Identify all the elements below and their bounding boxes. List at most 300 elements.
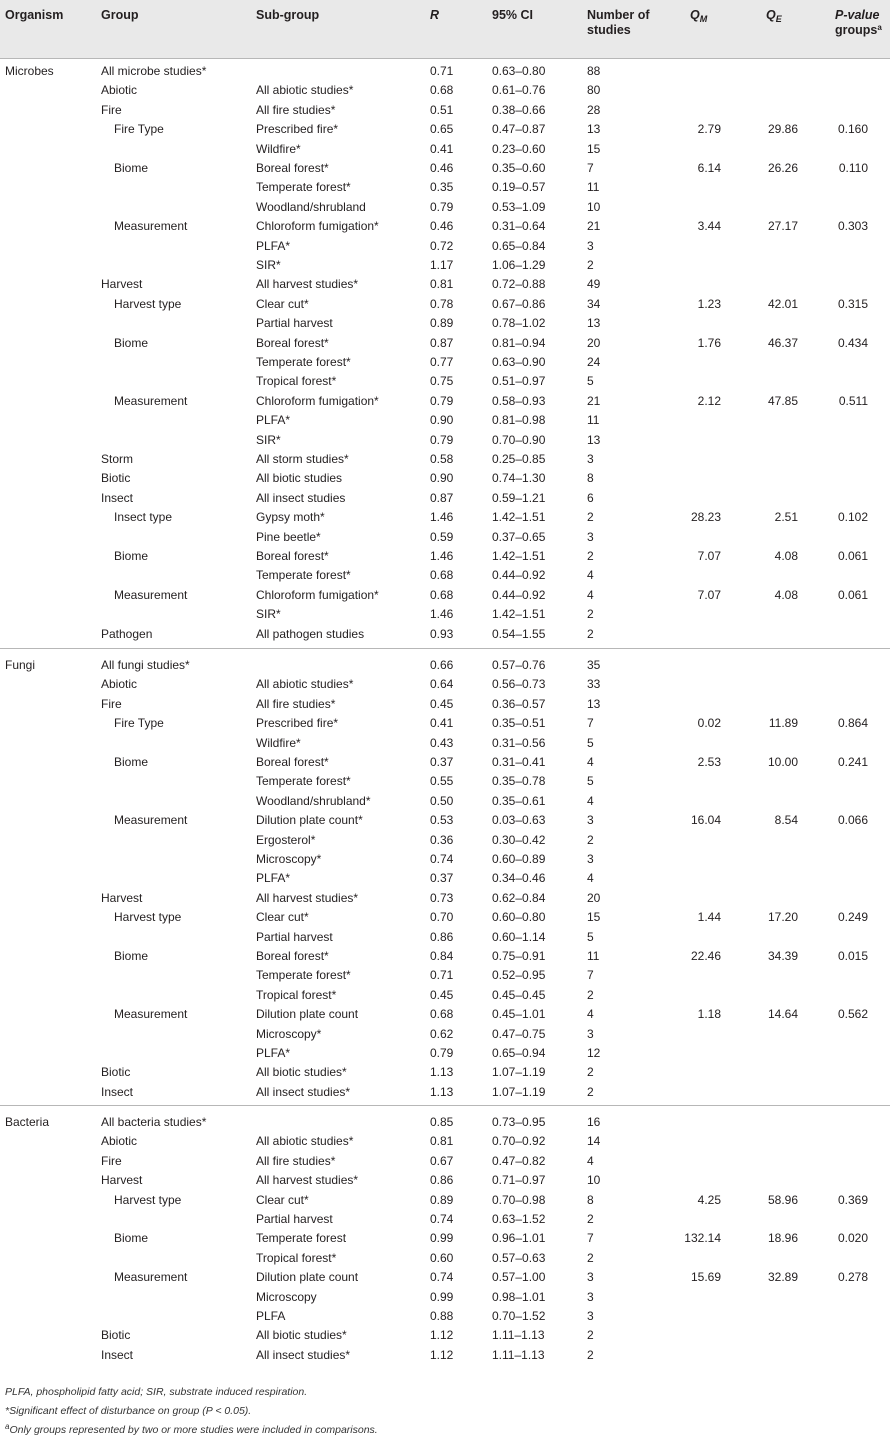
cell-r: 0.99 xyxy=(430,1231,454,1246)
cell-n: 5 xyxy=(587,774,594,789)
cell-organism: Bacteria xyxy=(5,1115,50,1129)
cell-qe: 4.08 xyxy=(774,549,798,563)
cell-r: 0.90 xyxy=(430,413,454,428)
cell-subgroup: All biotic studies* xyxy=(256,1065,347,1080)
cell-qe: 42.01 xyxy=(767,296,798,311)
cell-p: 0.110 xyxy=(838,161,868,175)
cell-group: Insect type xyxy=(114,510,173,525)
table-row xyxy=(0,469,890,488)
header-qm-sub: M xyxy=(699,14,708,24)
header-number-of-studies xyxy=(587,8,650,38)
cell-group: Biome xyxy=(114,549,149,563)
cell-n: 11 xyxy=(587,413,600,428)
table-row xyxy=(0,1083,890,1102)
cell-subgroup: All pathogen studies xyxy=(256,626,365,641)
cell-ci: 0.52–0.95 xyxy=(492,968,546,983)
table-row xyxy=(0,217,890,236)
cell-group: Abiotic xyxy=(101,83,138,98)
cell-ci: 0.54–1.55 xyxy=(492,626,546,641)
cell-group: Harvest xyxy=(101,890,143,905)
cell-r: 0.77 xyxy=(430,355,454,369)
cell-n: 88 xyxy=(587,64,601,78)
cell-r: 0.58 xyxy=(430,452,454,466)
cell-subgroup: Boreal forest* xyxy=(256,549,329,563)
table-row xyxy=(0,334,890,353)
header-organism: Organism xyxy=(5,8,64,22)
cell-ci: 0.31–0.64 xyxy=(492,219,546,234)
cell-n: 20 xyxy=(587,335,601,350)
cell-ci: 0.59–1.21 xyxy=(492,490,546,505)
cell-r: 1.46 xyxy=(430,607,454,622)
cell-subgroup: All insect studies* xyxy=(256,1347,351,1362)
cell-qe: 29.86 xyxy=(767,122,798,137)
cell-ci: 0.38–0.66 xyxy=(492,102,546,117)
cell-p: 0.020 xyxy=(837,1231,868,1246)
cell-p: 0.249 xyxy=(837,910,868,925)
table-row xyxy=(0,1229,890,1248)
cell-n: 13 xyxy=(587,316,601,331)
cell-r: 0.71 xyxy=(430,968,454,983)
cell-qe: 4.08 xyxy=(774,587,798,602)
cell-r: 0.79 xyxy=(430,1046,454,1060)
cell-subgroup: Tropical forest* xyxy=(256,987,337,1002)
cell-n: 10 xyxy=(587,1173,601,1188)
cell-ci: 0.67–0.86 xyxy=(492,296,546,311)
cell-qe: 14.64 xyxy=(767,1007,798,1022)
table-row xyxy=(0,101,890,120)
cell-ci: 0.35–0.60 xyxy=(492,161,546,175)
cell-ci: 0.35–0.78 xyxy=(492,774,546,789)
table-row xyxy=(0,314,890,333)
cell-ci: 0.81–0.98 xyxy=(492,413,546,428)
cell-ci: 0.51–0.97 xyxy=(492,374,546,389)
cell-ci: 0.63–1.52 xyxy=(492,1212,546,1226)
cell-n: 34 xyxy=(587,296,601,311)
cell-r: 0.68 xyxy=(430,568,454,583)
table-row xyxy=(0,1307,890,1326)
cell-n: 8 xyxy=(587,1192,594,1207)
cell-n: 28 xyxy=(587,102,601,117)
cell-n: 3 xyxy=(587,1289,594,1304)
cell-ci: 1.07–1.19 xyxy=(492,1084,546,1099)
cell-n: 4 xyxy=(587,793,594,808)
cell-p: 0.562 xyxy=(837,1007,868,1022)
cell-subgroup: All insect studies* xyxy=(256,1084,351,1099)
cell-group: Insect xyxy=(101,1347,134,1362)
cell-subgroup: Dilution plate count* xyxy=(256,813,363,828)
cell-p: 0.369 xyxy=(837,1192,868,1207)
cell-n: 7 xyxy=(587,716,594,731)
cell-ci: 0.23–0.60 xyxy=(492,141,546,156)
header-qe xyxy=(766,8,782,24)
cell-qe: 47.85 xyxy=(767,393,798,408)
table-row xyxy=(0,275,890,294)
cell-subgroup: All abiotic studies* xyxy=(256,677,354,692)
table-row xyxy=(0,1132,890,1151)
table-header xyxy=(0,0,890,58)
cell-n: 33 xyxy=(587,677,601,692)
header-p-line2: groups xyxy=(835,23,878,37)
footnote-comparisons-text: Only groups represented by two or more studies were included in comparisons. xyxy=(9,1424,378,1436)
cell-subgroup: Dilution plate count xyxy=(256,1007,359,1022)
cell-n: 13 xyxy=(587,696,601,711)
cell-subgroup: All biotic studies xyxy=(256,471,343,486)
cell-r: 1.12 xyxy=(430,1347,454,1362)
cell-subgroup: Dilution plate count xyxy=(256,1270,359,1285)
cell-r: 0.88 xyxy=(430,1309,454,1323)
cell-group: Abiotic xyxy=(101,677,138,692)
cell-r: 0.46 xyxy=(430,219,454,234)
cell-n: 3 xyxy=(587,529,594,544)
cell-subgroup: Ergosterol* xyxy=(256,832,316,847)
cell-subgroup: Temperate forest* xyxy=(256,774,351,789)
cell-r: 0.81 xyxy=(430,1134,454,1149)
cell-n: 5 xyxy=(587,374,594,389)
cell-subgroup: Chloroform fumigation* xyxy=(256,587,379,602)
section-divider xyxy=(0,58,890,59)
cell-group: Measurement xyxy=(114,1270,188,1285)
cell-p: 0.303 xyxy=(837,219,868,234)
cell-group: All microbe studies* xyxy=(101,64,207,78)
cell-subgroup: All harvest studies* xyxy=(256,277,359,292)
table-row xyxy=(0,695,890,714)
cell-organism: Microbes xyxy=(5,64,54,78)
cell-ci: 0.60–0.80 xyxy=(492,910,546,925)
cell-n: 2 xyxy=(587,1084,594,1099)
cell-qe: 34.39 xyxy=(767,949,798,963)
cell-qm: 1.18 xyxy=(697,1007,721,1022)
table-row xyxy=(0,353,890,372)
cell-qm: 15.69 xyxy=(690,1270,721,1285)
cell-subgroup: All storm studies* xyxy=(256,452,349,466)
table-row xyxy=(0,586,890,605)
cell-subgroup: Temperate forest* xyxy=(256,568,351,583)
cell-n: 11 xyxy=(587,949,600,963)
cell-group: Measurement xyxy=(114,1007,188,1022)
cell-ci: 0.70–1.52 xyxy=(492,1309,546,1323)
cell-n: 2 xyxy=(587,258,594,272)
cell-qm: 7.07 xyxy=(697,549,721,563)
cell-group: Fire Type xyxy=(114,716,164,731)
table-row xyxy=(0,831,890,850)
cell-group: Harvest xyxy=(101,1173,143,1188)
cell-r: 0.55 xyxy=(430,774,454,789)
cell-n: 49 xyxy=(587,277,601,292)
cell-qe: 2.51 xyxy=(774,510,798,525)
cell-n: 3 xyxy=(587,452,594,466)
cell-group: Harvest type xyxy=(114,1192,182,1207)
cell-subgroup: Wildfire* xyxy=(256,735,301,750)
cell-subgroup: Temperate forest xyxy=(256,1231,347,1246)
cell-ci: 0.35–0.51 xyxy=(492,716,546,731)
cell-r: 0.41 xyxy=(430,141,454,156)
cell-group: Measurement xyxy=(114,813,188,828)
cell-ci: 0.36–0.57 xyxy=(492,696,546,711)
cell-ci: 1.42–1.51 xyxy=(492,510,546,525)
table-row xyxy=(0,675,890,694)
table-row xyxy=(0,811,890,830)
header-qe-sub: E xyxy=(775,14,782,24)
table-row xyxy=(0,947,890,966)
cell-subgroup: Tropical forest* xyxy=(256,1250,337,1265)
cell-subgroup: All fire studies* xyxy=(256,696,336,711)
table-row xyxy=(0,1152,890,1171)
cell-qm: 132.14 xyxy=(684,1231,721,1246)
cell-group: Biome xyxy=(114,949,149,963)
cell-n: 4 xyxy=(587,587,594,602)
cell-n: 80 xyxy=(587,83,601,98)
cell-ci: 0.47–0.87 xyxy=(492,122,546,137)
cell-n: 3 xyxy=(587,1026,594,1041)
cell-ci: 1.07–1.19 xyxy=(492,1065,546,1080)
cell-p: 0.102 xyxy=(837,510,868,525)
cell-subgroup: Clear cut* xyxy=(256,910,309,925)
cell-n: 7 xyxy=(587,161,594,175)
cell-subgroup: All abiotic studies* xyxy=(256,1134,354,1149)
cell-n: 2 xyxy=(587,1347,594,1362)
cell-subgroup: Chloroform fumigation* xyxy=(256,219,379,234)
table-row xyxy=(0,1063,890,1082)
cell-r: 0.81 xyxy=(430,277,454,292)
cell-subgroup: Tropical forest* xyxy=(256,374,337,389)
cell-n: 13 xyxy=(587,432,601,447)
cell-group: Harvest xyxy=(101,277,143,292)
cell-ci: 0.61–0.76 xyxy=(492,83,546,98)
cell-n: 5 xyxy=(587,735,594,750)
header-n-line1: Number of xyxy=(587,8,650,22)
table-row xyxy=(0,792,890,811)
table-row xyxy=(0,772,890,791)
cell-n: 4 xyxy=(587,755,594,769)
cell-subgroup: Chloroform fumigation* xyxy=(256,393,379,408)
table-row xyxy=(0,566,890,585)
cell-subgroup: All fire studies* xyxy=(256,102,336,117)
table-row xyxy=(0,986,890,1005)
footnote-abbreviations: PLFA, phospholipid fatty acid; SIR, substrate induced respiration. xyxy=(5,1386,308,1398)
cell-group: Fire Type xyxy=(114,122,164,137)
cell-n: 3 xyxy=(587,1270,594,1285)
cell-r: 0.79 xyxy=(430,199,454,214)
cell-n: 15 xyxy=(587,141,601,156)
cell-r: 1.12 xyxy=(430,1328,454,1343)
cell-group: Biome xyxy=(114,335,149,350)
cell-p: 0.061 xyxy=(837,587,868,602)
cell-n: 4 xyxy=(587,1153,594,1168)
table-row xyxy=(0,372,890,391)
table-row xyxy=(0,908,890,927)
cell-qe: 27.17 xyxy=(767,219,798,234)
cell-p: 0.434 xyxy=(837,335,868,350)
cell-subgroup: PLFA* xyxy=(256,413,291,428)
table-row xyxy=(0,1249,890,1268)
table-row xyxy=(0,753,890,772)
header-group: Group xyxy=(101,8,139,22)
cell-ci: 0.74–1.30 xyxy=(492,471,546,486)
cell-ci: 0.63–0.80 xyxy=(492,64,546,78)
cell-ci: 0.81–0.94 xyxy=(492,335,546,350)
table-row xyxy=(0,869,890,888)
cell-group: All bacteria studies* xyxy=(101,1115,207,1129)
cell-n: 13 xyxy=(587,122,601,137)
cell-subgroup: Woodland/shrubland* xyxy=(256,793,371,808)
cell-r: 0.86 xyxy=(430,929,454,944)
cell-ci: 0.62–0.84 xyxy=(492,890,546,905)
table-row xyxy=(0,1326,890,1345)
cell-subgroup: All insect studies xyxy=(256,490,346,505)
cell-n: 3 xyxy=(587,238,594,253)
table-row xyxy=(0,392,890,411)
cell-ci: 0.45–1.01 xyxy=(492,1007,546,1022)
cell-ci: 0.44–0.92 xyxy=(492,587,546,602)
cell-n: 3 xyxy=(587,1309,594,1323)
cell-n: 4 xyxy=(587,568,594,583)
cell-n: 7 xyxy=(587,1231,594,1246)
cell-group: Insect xyxy=(101,1084,134,1099)
cell-r: 0.73 xyxy=(430,890,454,905)
cell-n: 16 xyxy=(587,1115,601,1129)
cell-n: 14 xyxy=(587,1134,601,1149)
cell-qe: 8.54 xyxy=(774,813,798,828)
cell-p: 0.061 xyxy=(837,549,868,563)
table-row xyxy=(0,1288,890,1307)
cell-qm: 4.25 xyxy=(697,1192,721,1207)
table-row xyxy=(0,1005,890,1024)
cell-r: 0.62 xyxy=(430,1026,454,1041)
cell-subgroup: SIR* xyxy=(256,432,281,447)
cell-qm: 2.12 xyxy=(697,393,721,408)
cell-n: 5 xyxy=(587,929,594,944)
cell-qm: 6.14 xyxy=(697,161,721,175)
cell-subgroup: Boreal forest* xyxy=(256,755,329,769)
cell-qe: 11.89 xyxy=(768,716,798,731)
cell-r: 0.68 xyxy=(430,1007,454,1022)
cell-group: Biome xyxy=(114,1231,149,1246)
cell-subgroup: PLFA* xyxy=(256,871,291,886)
cell-r: 1.13 xyxy=(430,1084,454,1099)
cell-r: 1.46 xyxy=(430,510,454,525)
cell-ci: 0.96–1.01 xyxy=(492,1231,546,1246)
cell-ci: 0.34–0.46 xyxy=(492,871,546,886)
table-row xyxy=(0,295,890,314)
cell-subgroup: PLFA* xyxy=(256,1046,291,1060)
cell-subgroup: All harvest studies* xyxy=(256,890,359,905)
cell-n: 12 xyxy=(587,1046,601,1060)
cell-group: Fire xyxy=(101,102,122,117)
cell-r: 0.37 xyxy=(430,871,454,886)
cell-subgroup: All harvest studies* xyxy=(256,1173,359,1188)
cell-r: 1.46 xyxy=(430,549,454,563)
cell-p: 0.278 xyxy=(837,1270,868,1285)
cell-ci: 0.45–0.45 xyxy=(492,987,546,1002)
cell-n: 20 xyxy=(587,890,601,905)
cell-n: 2 xyxy=(587,626,594,641)
cell-n: 2 xyxy=(587,1065,594,1080)
cell-ci: 0.60–1.14 xyxy=(492,929,546,944)
cell-qm: 2.79 xyxy=(697,122,721,137)
table-row xyxy=(0,528,890,547)
cell-r: 0.74 xyxy=(430,1270,454,1285)
cell-n: 2 xyxy=(587,1212,594,1226)
cell-r: 0.74 xyxy=(430,852,454,866)
table-row xyxy=(0,81,890,100)
table-row xyxy=(0,431,890,450)
cell-r: 0.87 xyxy=(430,335,454,350)
section-divider xyxy=(0,1105,890,1106)
cell-r: 0.41 xyxy=(430,716,454,731)
cell-n: 3 xyxy=(587,813,594,828)
cell-group: Biotic xyxy=(101,1065,131,1080)
cell-r: 0.70 xyxy=(430,910,454,925)
cell-n: 6 xyxy=(587,490,594,505)
cell-qm: 1.23 xyxy=(697,296,721,311)
cell-r: 0.79 xyxy=(430,393,454,408)
cell-n: 3 xyxy=(587,852,594,866)
cell-subgroup: Microscopy* xyxy=(256,852,322,866)
cell-p: 0.015 xyxy=(837,949,868,963)
cell-subgroup: Boreal forest* xyxy=(256,949,329,963)
cell-n: 21 xyxy=(587,219,601,234)
cell-ci: 0.47–0.82 xyxy=(492,1153,546,1168)
cell-r: 0.89 xyxy=(430,1192,454,1207)
cell-r: 1.17 xyxy=(430,258,454,272)
cell-group: Biome xyxy=(114,755,149,769)
cell-ci: 0.57–1.00 xyxy=(492,1270,546,1285)
cell-subgroup: SIR* xyxy=(256,607,281,622)
cell-p: 0.511 xyxy=(838,393,868,408)
cell-r: 0.53 xyxy=(430,813,454,828)
table-row xyxy=(0,140,890,159)
cell-n: 2 xyxy=(587,1328,594,1343)
cell-ci: 1.42–1.51 xyxy=(492,607,546,622)
cell-ci: 0.75–0.91 xyxy=(492,949,546,963)
cell-group: Abiotic xyxy=(101,1134,138,1149)
cell-r: 0.64 xyxy=(430,677,454,692)
table-row xyxy=(0,714,890,733)
table-row xyxy=(0,1346,890,1365)
cell-qm: 0.02 xyxy=(697,716,721,731)
cell-r: 0.84 xyxy=(430,949,454,963)
cell-r: 0.59 xyxy=(430,529,454,544)
cell-ci: 0.63–0.90 xyxy=(492,355,546,369)
cell-ci: 0.03–0.63 xyxy=(492,813,546,828)
cell-subgroup: Pine beetle* xyxy=(256,529,321,544)
cell-p: 0.864 xyxy=(837,716,868,731)
footnote-comparisons xyxy=(5,1423,378,1437)
cell-qm: 1.44 xyxy=(697,910,721,925)
cell-r: 1.13 xyxy=(430,1065,454,1080)
header-n-line2: studies xyxy=(587,23,631,37)
cell-subgroup: Woodland/shrubland xyxy=(256,199,366,214)
header-p-value xyxy=(835,8,882,38)
cell-qm: 1.76 xyxy=(697,335,721,350)
cell-ci: 0.56–0.73 xyxy=(492,677,546,692)
cell-r: 0.90 xyxy=(430,471,454,486)
cell-r: 0.67 xyxy=(430,1153,454,1168)
header-p-sup: a xyxy=(877,23,882,32)
table-row xyxy=(0,237,890,256)
cell-n: 24 xyxy=(587,355,601,369)
cell-ci: 1.11–1.13 xyxy=(492,1328,545,1343)
cell-group: Biotic xyxy=(101,1328,131,1343)
cell-subgroup: PLFA* xyxy=(256,238,291,253)
table-row xyxy=(0,1171,890,1190)
cell-qe: 32.89 xyxy=(767,1270,798,1285)
cell-n: 2 xyxy=(587,607,594,622)
cell-subgroup: Temperate forest* xyxy=(256,355,351,369)
cell-subgroup: Partial harvest xyxy=(256,929,333,944)
cell-group: Measurement xyxy=(114,587,188,602)
section-divider xyxy=(0,648,890,649)
